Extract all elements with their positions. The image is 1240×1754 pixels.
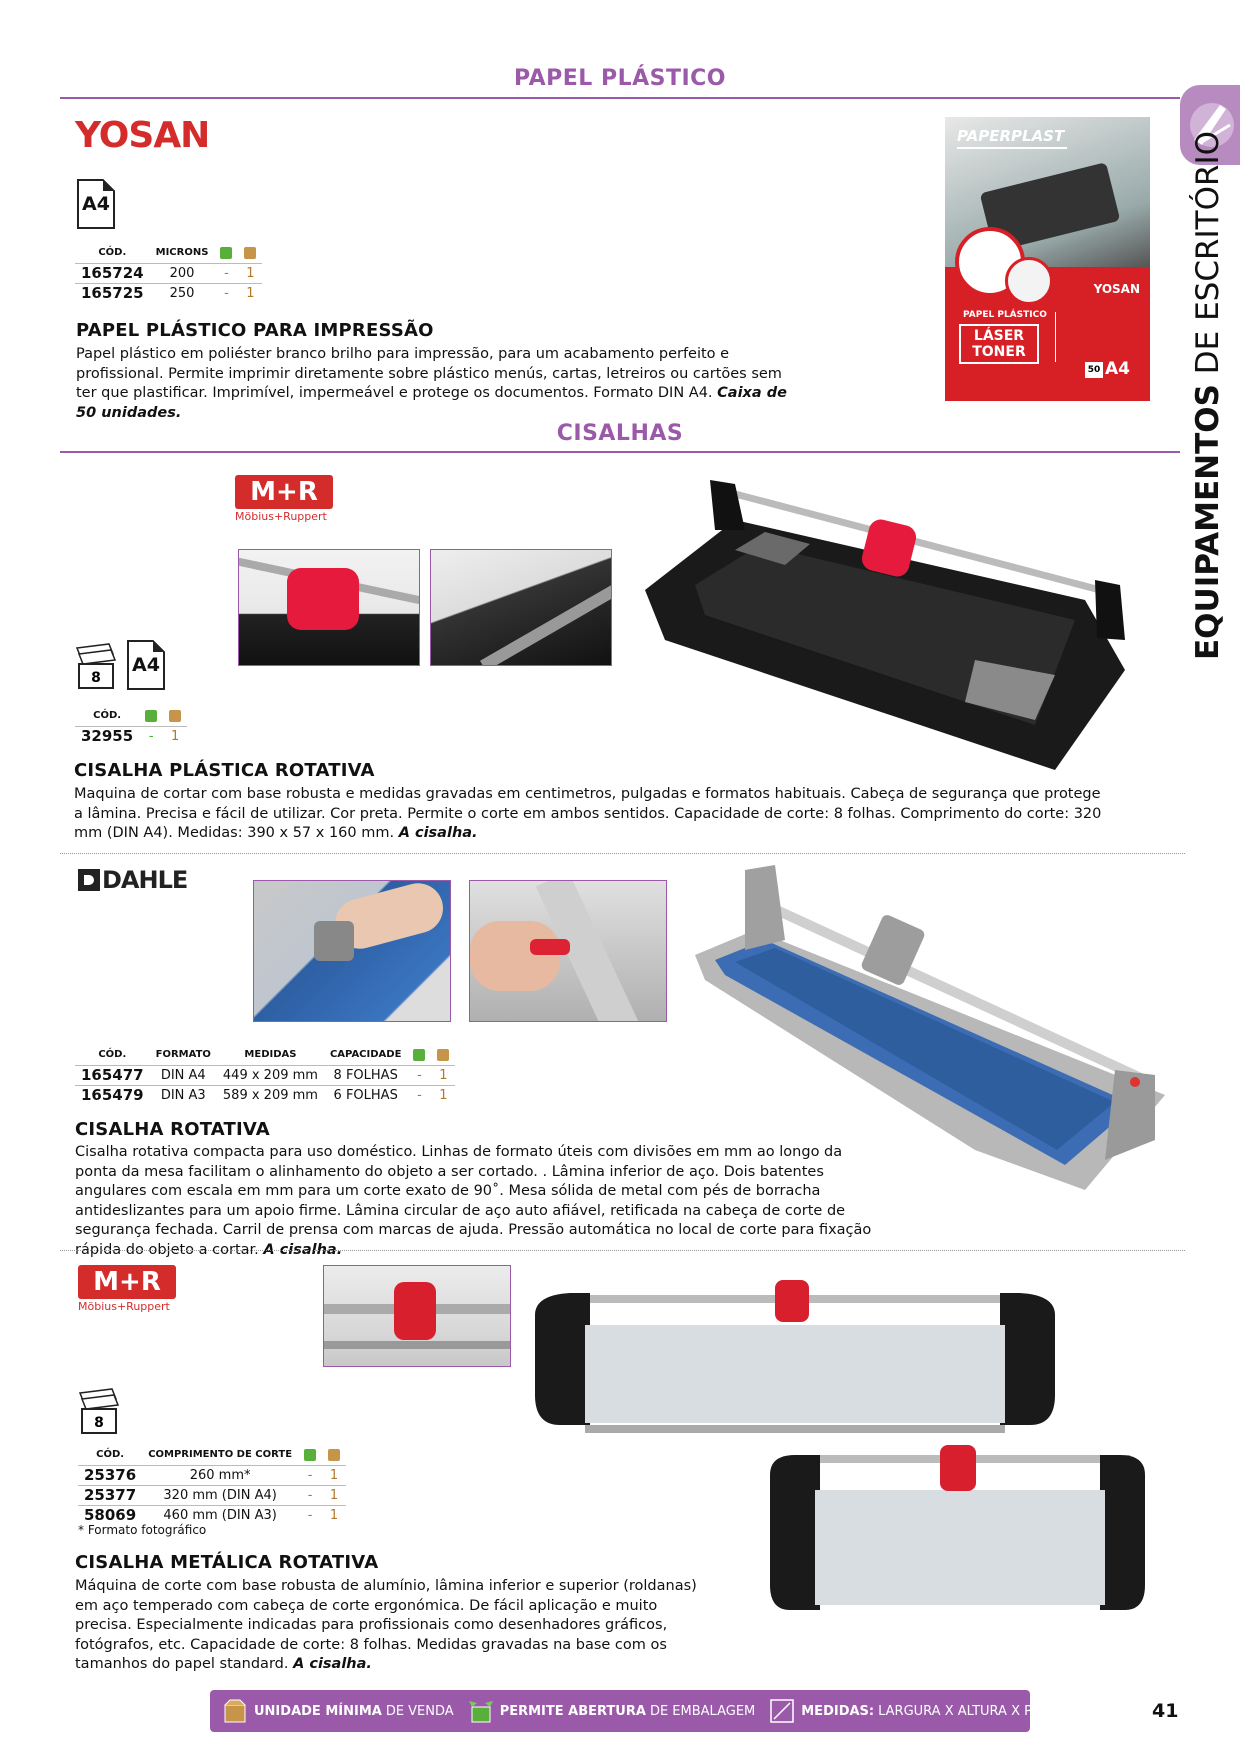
mr-logo-sub: Möbius+Ruppert (235, 510, 327, 523)
separator (60, 853, 1185, 854)
section-title-papel: PAPEL PLÁSTICO (513, 66, 726, 91)
legend-measures-text: LARGURA X ALTURA X PROFUNDIDADE (878, 1703, 1129, 1719)
legend-opening-bold: PERMITE ABERTURA (499, 1703, 646, 1719)
dash-cell: - (214, 283, 238, 303)
plastic-rotary-cutter-image (635, 470, 1135, 780)
side-tab-text (1186, 130, 1230, 660)
section-rule (60, 97, 1180, 99)
capacidade-cell: 8 FOLHAS (324, 1065, 407, 1085)
product-desc-papel (76, 345, 796, 423)
microns-cell: 250 (150, 283, 215, 303)
legend-opening (468, 1698, 756, 1724)
col-formato: FORMATO (155, 1049, 211, 1061)
comp-cell: 260 mm* (142, 1465, 298, 1485)
col-comprimento: COMPRIMENTO DE CORTE (148, 1449, 293, 1461)
legend-measures-bold: MEDIDAS: (801, 1703, 875, 1719)
detail-photo-handle (469, 880, 667, 1022)
dash-cell: - (298, 1485, 322, 1505)
package-size: A4 (1105, 359, 1130, 379)
table-row (75, 1065, 455, 1085)
legend-min-unit (222, 1698, 454, 1724)
detail-photo-base (430, 549, 612, 666)
detail-photo-hand-cutting (253, 880, 451, 1022)
mr-logo-sub: Möbius+Ruppert (78, 1300, 170, 1313)
capacidade-cell: 6 FOLHAS (324, 1085, 407, 1105)
a4-format-icon: A4 (77, 179, 115, 229)
mr-logo (78, 1265, 176, 1313)
min-unit-icon (169, 710, 181, 722)
qty-cell: 1 (322, 1465, 346, 1485)
desc-bold: A cisalha. (293, 1656, 372, 1672)
col-medidas: MEDIDAS (244, 1049, 297, 1061)
mr-logo-text: M+R (78, 1265, 176, 1299)
sheets-capacity-icon (75, 640, 117, 690)
qty-cell: 1 (238, 283, 262, 303)
col-cod: CÓD. (98, 1049, 127, 1061)
paperplast-package (945, 117, 1150, 401)
legend-min-unit-text: DE VENDA (385, 1703, 454, 1719)
dahle-logo-text: DAHLE (102, 866, 188, 894)
opening-icon (413, 1049, 425, 1061)
package-logo: YOSAN (1093, 282, 1140, 296)
col-cod: CÓD. (93, 710, 122, 722)
table-row (75, 726, 187, 746)
legend-bar (210, 1690, 1129, 1732)
desc-text: Maquina de cortar com base robusta e medidas gravadas em centimetros, pulgadas e formatos habituais. Cabeça de segurança que protege a lâmina. Precisa e fácil de utilizar. Cor preta. Permite o corte em ambos sentidos. Capacidade de corte: 8 folhas. Comprimento do corte: 320 mm (DIN A4). Medidas: 390 x 57 x 160 mm. (74, 786, 1102, 841)
desc-bold: A cisalha. (263, 1241, 343, 1258)
spec-table-plastic-cutter (75, 708, 187, 746)
table-row (75, 283, 262, 303)
medidas-cell: 449 x 209 mm (217, 1065, 324, 1085)
opening-icon (304, 1449, 316, 1461)
table-row (78, 1465, 346, 1485)
package-laser-box (959, 324, 1039, 364)
min-unit-icon (328, 1449, 340, 1461)
dash-cell: - (298, 1505, 322, 1525)
comp-cell: 460 mm (DIN A3) (142, 1505, 298, 1525)
spec-table-metal-cutter (78, 1447, 346, 1525)
table-row (75, 1085, 455, 1105)
product-desc-metal-cutter (75, 1577, 700, 1675)
product-title-plastic-cutter: CISALHA PLÁSTICA ROTATIVA (74, 760, 375, 781)
qty-cell: 1 (431, 1065, 455, 1085)
code-cell: 25376 (78, 1465, 142, 1485)
microns-cell: 200 (150, 263, 215, 283)
product-title-dahle: CISALHA ROTATIVA (75, 1119, 270, 1140)
code-cell: 165725 (75, 283, 150, 303)
product-title-metal-cutter: CISALHA METÁLICA ROTATIVA (75, 1552, 379, 1573)
section-title-cisalhas: CISALHAS (556, 421, 684, 446)
col-capacidade: CAPACIDADE (329, 1049, 402, 1061)
sheets-capacity-icon (78, 1385, 120, 1435)
mr-logo-text: M+R (235, 475, 333, 509)
desc-text: Papel plástico em poliéster branco brilho para impressão, para um acabamento perfeito e profissional. Permite imprimir diretamente sobre plástico menús, cartas, letreiros ou cartões sem ter que plastificar. Imprimível, impermeável e protege os documentos. Formato DIN A4. (76, 346, 782, 401)
side-tab-light: DE ESCRITÓRIO (1190, 130, 1226, 385)
dash-cell: - (214, 263, 238, 283)
desc-text: Máquina de corte com base robusta de alumínio, lâmina inferior e superior (roldanas) em aço temperado com cabeça de corte ergonómica. De fácil aplicação e muito precisa. Especialmente indicadas para profissionais como desenhadores gráficos, fotógrafos, etc. Capacidade de corte: 8 folhas. Medidas gravadas na base com os tamanhos do papel standard. (75, 1578, 697, 1672)
code-cell: 25377 (78, 1485, 142, 1505)
table-row (75, 263, 262, 283)
yosan-logo: YOSAN (75, 115, 210, 156)
open-box-icon (468, 1698, 494, 1724)
sheets-count: 8 (91, 670, 101, 686)
detail-photo-cutter-head (238, 549, 420, 666)
separator (60, 1250, 1185, 1251)
dahle-mark-icon (78, 869, 100, 891)
product-desc-dahle (75, 1143, 885, 1260)
min-unit-icon (244, 247, 256, 259)
package-brand: PAPERPLAST (957, 127, 1067, 149)
product-desc-plastic-cutter (74, 785, 1104, 844)
dash-cell: - (298, 1465, 322, 1485)
spec-table-papel (75, 245, 262, 303)
package-badge: 50 (1085, 362, 1103, 378)
side-tab-bold: EQUIPAMENTOS (1190, 384, 1226, 660)
opening-icon (220, 247, 232, 259)
dash-cell: - (139, 726, 163, 746)
format-note: * Formato fotográfico (78, 1523, 207, 1537)
qty-cell: 1 (163, 726, 187, 746)
qty-cell: 1 (322, 1505, 346, 1525)
table-row (78, 1505, 346, 1525)
detail-photo-metal-head (323, 1265, 511, 1367)
legend-min-unit-bold: UNIDADE MÍNIMA (254, 1703, 382, 1719)
package-line1: PAPEL PLÁSTICO (963, 310, 1047, 320)
code-cell: 165724 (75, 263, 150, 283)
formato-cell: DIN A3 (150, 1085, 217, 1105)
legend-opening-text: DE EMBALAGEM (649, 1703, 756, 1719)
min-unit-icon (437, 1049, 449, 1061)
code-cell: 165477 (75, 1065, 150, 1085)
desc-bold: A cisalha. (398, 825, 478, 841)
metal-rotary-cutter-small-image (765, 1445, 1150, 1620)
formato-cell: DIN A4 (150, 1065, 217, 1085)
table-row (78, 1485, 346, 1505)
dash-cell: - (407, 1065, 431, 1085)
section-rule (60, 451, 1180, 453)
package-line2: LÁSER (973, 328, 1025, 344)
dash-cell: - (407, 1085, 431, 1105)
code-cell: 58069 (78, 1505, 142, 1525)
col-microns: MICRONS (155, 247, 209, 259)
qty-cell: 1 (322, 1485, 346, 1505)
a4-format-icon: A4 (127, 640, 165, 690)
mr-logo (235, 475, 333, 523)
col-cod: CÓD. (96, 1449, 125, 1461)
col-cod: CÓD. (98, 247, 127, 259)
medidas-cell: 589 x 209 mm (217, 1085, 324, 1105)
opening-icon (145, 710, 157, 722)
page-number: 41 (1152, 1700, 1179, 1722)
product-title-papel: PAPEL PLÁSTICO PARA IMPRESSÃO (76, 320, 434, 341)
desc-text: Cisalha rotativa compacta para uso doméstico. Linhas de formato úteis com divisões em mm ao longo da ponta da mesa facilitam o alinhamento do objeto a ser cortado. . Lâmina inferior de aço. Dois batentes angulares com escala em mm para um corte exato de 90˚. Mesa sólida de metal com pés de borracha antideslizantes para um apoio firme. Lâmina circular de aço auto afiável, retificada na cabeça de corte de segurança fechada. Carril de prensa com marcas de ajuda. Pressão automática no local de corte para fixação rápida do objeto a cortar. (75, 1144, 872, 1258)
comp-cell: 320 mm (DIN A4) (142, 1485, 298, 1505)
code-cell: 165479 (75, 1085, 150, 1105)
package-line3: TONER (972, 344, 1026, 360)
desc-bold: Caixa de 50 unidades. (76, 385, 787, 421)
measure-icon (769, 1698, 795, 1724)
metal-rotary-cutter-large-image (530, 1275, 1060, 1435)
box-icon (222, 1698, 248, 1724)
spec-table-dahle (75, 1047, 455, 1105)
dahle-logo (78, 866, 187, 894)
legend-measures (769, 1698, 1128, 1724)
code-cell: 32955 (75, 726, 139, 746)
qty-cell: 1 (238, 263, 262, 283)
sheets-count: 8 (94, 1415, 104, 1431)
qty-cell: 1 (431, 1085, 455, 1105)
